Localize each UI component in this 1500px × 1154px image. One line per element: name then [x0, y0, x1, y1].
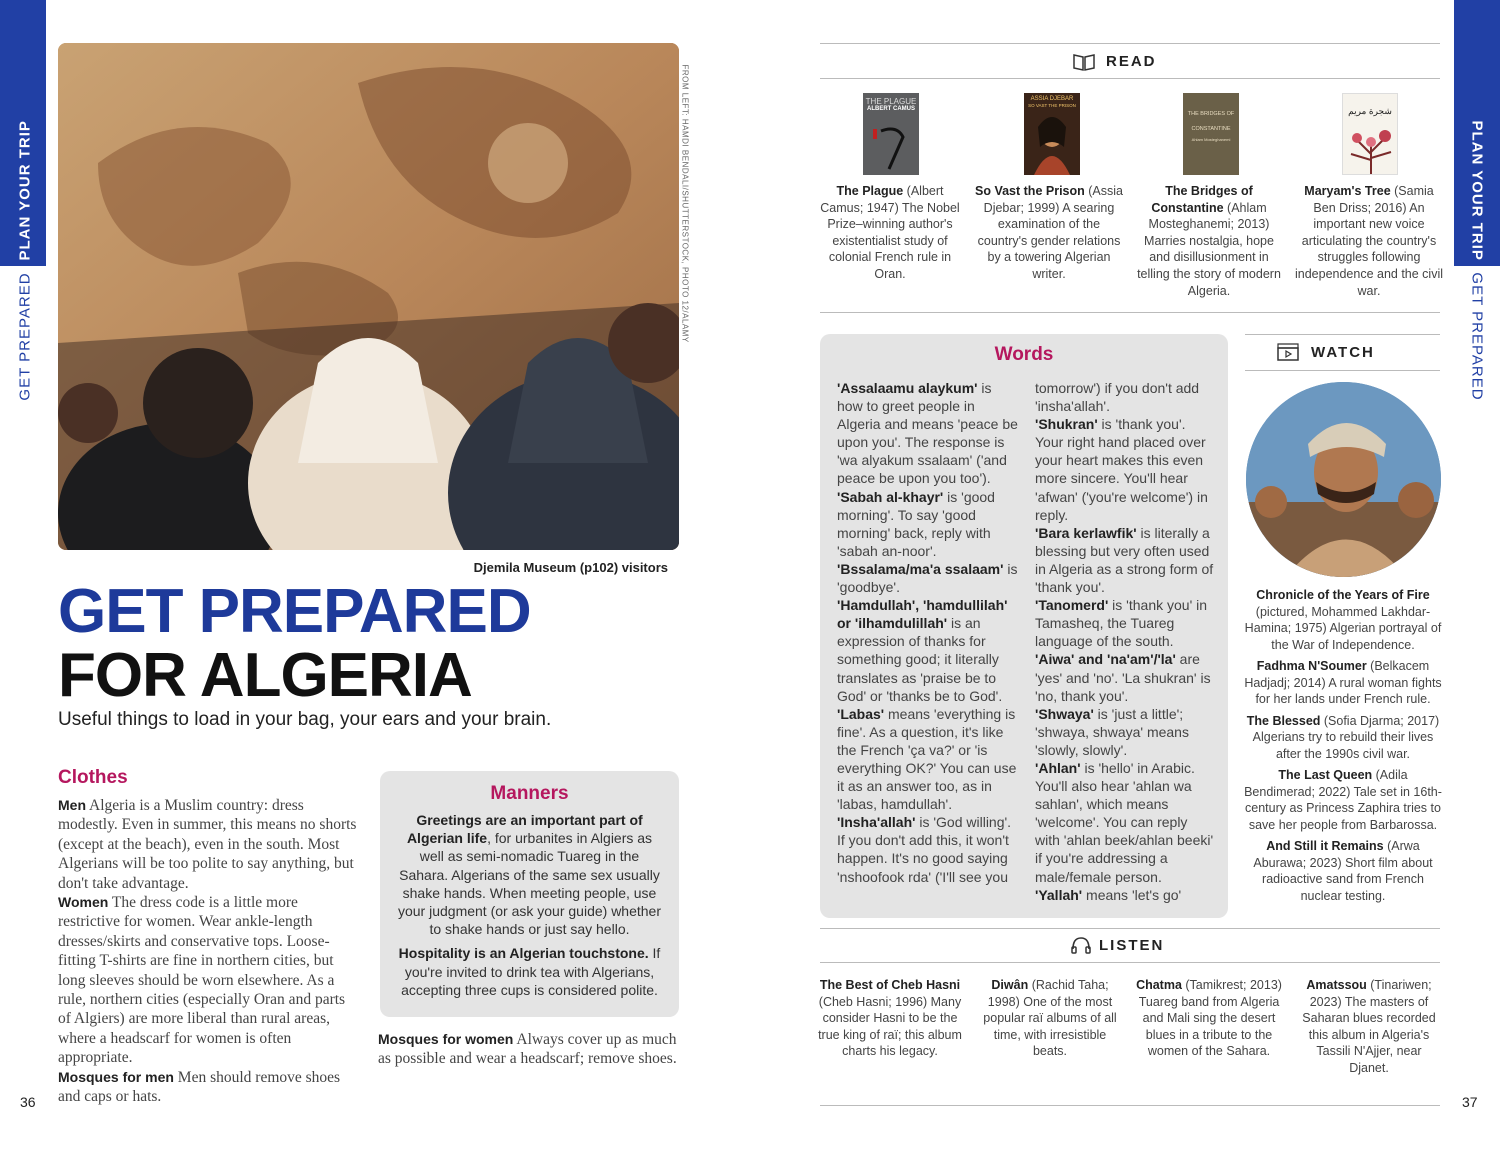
clothes-body — [58, 796, 358, 1107]
divider — [820, 1105, 1440, 1106]
film-desc: (Sofia Djarma; 2017) Algerians try to rebuild their lives after the 1990s civil war. — [1252, 713, 1440, 761]
cover-text-sovast-2: SO VAST THE PRISON — [1028, 103, 1076, 108]
phrase-meaning: are 'yes' and 'no'. 'La shukran' is 'no, thank you'. — [1035, 651, 1211, 704]
cover-text-plague-1: THE PLAGUE — [865, 97, 917, 106]
manners-p1-text: , for urbanites in Algiers as well as semi-nomadic Tuareg in the Sahara. Algerians of the same sex usually shake hands. When meeting people, use your judgment (or ask your guide) whether to shake hands or just say hello. — [397, 830, 662, 938]
film-desc: (pictured, Mohammed Lakhdar-Hamina; 1975) Algerian portrayal of the War of Independence. — [1244, 604, 1442, 652]
watch-list — [1243, 587, 1443, 909]
film-desc: (Adila Bendimerad; 2022) Tale set in 16th-century as Princess Zaphira tries to save her people from Barbarossa. — [1244, 768, 1442, 832]
album-desc: (Tamikrest; 2013) Tuareg band from Algeria and Mali sing the desert blues in a tribute to the women of the Sahara. — [1138, 978, 1282, 1059]
phrase-term: 'Shukran' — [1035, 416, 1098, 433]
film-title: And Still it Remains — [1266, 839, 1384, 853]
manners-p2-text: If you're invited to drink tea with Algerians, accepting three cups is considered polite. — [401, 945, 661, 998]
album-title: Amatssou — [1306, 978, 1367, 992]
cover-text-bridges-1: THE BRIDGES OF CONSTANTINE — [1187, 111, 1235, 132]
watch-item — [1243, 658, 1443, 708]
words-heading: Words — [994, 344, 1054, 365]
subtitle: Useful things to load in your bag, your ears and your brain. — [58, 709, 552, 730]
book-entry-bridges — [1134, 183, 1284, 299]
divider — [820, 962, 1440, 963]
album-title: Diwân — [991, 978, 1029, 992]
book-title: So Vast the Prison — [975, 184, 1085, 198]
divider — [820, 78, 1440, 79]
book-entry-maryam — [1294, 183, 1444, 299]
phrase-term: 'Yallah' — [1035, 886, 1083, 903]
film-title: The Blessed — [1246, 713, 1321, 728]
title-line-2: FOR ALGERIA — [58, 641, 472, 710]
manners-heading: Manners — [490, 783, 569, 804]
book-desc: (Albert Camus; 1947) The Nobel Prize–winning author's existentialist study of colonial French rule in Oran. — [820, 184, 960, 281]
mosques-women — [378, 1030, 678, 1069]
book-icon — [1072, 52, 1096, 77]
book-desc: (Samia Ben Driss; 2016) An important new voice articulating the country's struggles following independence and the civil war. — [1294, 184, 1444, 298]
album-desc: (Tinariwen; 2023) The masters of Saharan blues recorded this album in Algeria's Tassili N'Ajjer, near Djanet. — [1302, 978, 1436, 1075]
album-desc: (Cheb Hasni; 1996) Many consider Hasni to be the true king of raï; this album charts his legacy. — [818, 994, 962, 1059]
book-cover-maryam — [1342, 93, 1398, 175]
book-title: The Plague — [836, 184, 904, 198]
words-column-2 — [1035, 379, 1215, 904]
title-line-1: GET PREPARED — [58, 577, 531, 646]
book-title: The Bridges of Constantine — [1151, 184, 1253, 215]
mosques-men-label: Mosques for men — [58, 1068, 174, 1085]
cover-art-sovast — [1024, 107, 1080, 175]
divider — [820, 928, 1440, 929]
listen-label: LISTEN — [1099, 937, 1165, 954]
photo-credit: FROM LEFT: HAMDI BENDALI/SHUTTERSTOCK, PHOTO 12/ALAMY — [680, 64, 690, 343]
mosques-women-label: Mosques for women — [378, 1031, 514, 1047]
phrase-meaning: is an expression of thanks for something good; it literally translates as 'praise be to God' or 'thanks be to God'. — [837, 615, 1003, 704]
mosques-men-text: Men should remove shoes and caps or hats. — [58, 1068, 341, 1106]
book-entry-plague — [815, 183, 965, 283]
side-tab-label-get-prepared-right: GET PREPARED — [1468, 272, 1486, 401]
phrase-meaning: means 'everything is fine'. As a question, it's like the French 'ça va?' or 'is everything OK?' You can use it as an answer too, as in 'labas, hamdullah'. — [837, 705, 1017, 813]
film-desc: (Belkacem Hadjadj; 2014) A rural woman fights for her lands under French rule. — [1244, 659, 1442, 706]
watch-label: WATCH — [1311, 344, 1375, 361]
cover-text-bridges-2: Ahlam Mosteghanemi — [1191, 137, 1231, 142]
clothes-heading: Clothes — [58, 767, 128, 788]
listen-item — [976, 977, 1124, 1060]
side-tab-label-plan-right: PLAN YOUR TRIP — [1468, 120, 1486, 261]
phrase-term: 'Bssalama/ma'a ssalaam' — [837, 560, 1004, 577]
phrase-term: 'Aiwa' and 'na'am'/'la' — [1035, 651, 1176, 668]
women-text: The dress code is a little more restrictive for women. Wear ankle-length dresses/skirts and conservative tops. Loose-fitting T-shirts are fine in northern cities, but long sleeves should be worn elsewhere. As a rule, northern cities (especially Oran and parts of Algiers) are more liberal than rural areas, where a headscarf for women is often appropriate. — [58, 894, 346, 1067]
divider — [1245, 370, 1440, 371]
phrase-term: 'Insha'allah' — [837, 814, 916, 831]
listen-item — [816, 977, 964, 1060]
book-cover-bridges — [1183, 93, 1239, 175]
film-desc: (Arwa Aburawa; 2023) Short film about radioactive sand from French nuclear testing. — [1253, 839, 1433, 903]
phrase-meaning: is how to greet people in Algeria and means 'peace be upon you'. The response is 'wa alyakum ssalaam' ('and peace be upon you too'). — [837, 380, 1018, 487]
words-column-1 — [837, 379, 1019, 886]
film-icon — [1276, 342, 1300, 367]
film-still-illustration — [1246, 382, 1441, 577]
phrase-term: 'Ahlan' — [1035, 759, 1081, 776]
phrase-term: 'Sabah al-khayr' — [837, 488, 944, 505]
book-desc: (Assia Djebar; 1999) A searing examination of the country's gender relations by a towering Algerian writer. — [977, 184, 1123, 281]
book-title: Maryam's Tree — [1304, 184, 1391, 198]
museum-photo — [58, 43, 679, 550]
manners-box — [380, 771, 679, 1017]
men-text: Algeria is a Muslim country: dress modestly. Even in summer, this means no shorts (except at the beach), even in the south. Most Algerians will be too polite to say anything, but don't take advantage. — [58, 797, 357, 892]
phrase-meaning: is 'God willing'. If you don't add this, it won't happen. It's no good saying 'nshoofook rda' ('I'll see you — [837, 814, 1012, 885]
album-title: Chatma — [1136, 978, 1182, 992]
mosques-women-text: Always cover up as much as possible and wear a headscarf; remove shoes. — [378, 1031, 677, 1068]
cover-art-plague — [863, 121, 919, 171]
phrase-meaning: means 'let's go' — [1082, 886, 1182, 903]
film-title: Fadhma N'Soumer — [1256, 659, 1367, 673]
listen-item — [1135, 977, 1283, 1060]
men-label: Men — [58, 797, 86, 813]
watch-item — [1243, 713, 1443, 763]
cover-text-plague-2: ALBERT CAMUS — [867, 106, 915, 112]
manners-body — [380, 805, 679, 999]
women-label: Women — [58, 894, 109, 911]
listen-item — [1295, 977, 1443, 1077]
side-tab-label-plan: PLAN YOUR TRIP — [16, 120, 34, 261]
mosaic-illustration — [58, 43, 679, 550]
manners-p1-bold: Greetings are an important part of Algerian life — [406, 812, 643, 847]
phrase-meaning: is 'hello' in Arabic. You'll also hear 'ahlan wa sahlan', which means 'welcome'. You can reply with 'ahlan beek/ahlan beeki' if you're addressing a male/female person. — [1035, 759, 1214, 885]
phrase-term: 'Shwaya' — [1035, 705, 1094, 722]
phrase-meaning: is 'thank you'. Your right hand placed over your heart makes this even more sincere. You'll hear 'afwan' ('you're welcome') in reply. — [1035, 416, 1208, 523]
phrase-term: 'Hamdullah', 'hamdullilah' or 'ilhamdulillah' — [837, 597, 1008, 632]
phrase-term: 'Bara kerlawfik' — [1035, 524, 1137, 541]
phrase-meaning: is 'just a little'; 'shwaya, shwaya' means 'slowly, slowly'. — [1035, 705, 1189, 758]
film-title: Chronicle of the Years of Fire — [1256, 588, 1430, 602]
watch-item — [1243, 767, 1443, 833]
headphones-icon — [1070, 935, 1092, 960]
divider — [820, 43, 1440, 44]
manners-p2-bold: Hospitality is an Algerian touchstone. — [398, 945, 649, 962]
film-title: The Last Queen — [1278, 768, 1373, 782]
book-entry-so-vast — [974, 183, 1124, 283]
cover-text-sovast-1: ASSIA DJEBAR — [1030, 96, 1074, 102]
phrase-meaning: is 'good morning'. To say 'good morning' back, reply with 'sabah an-noor'. — [837, 488, 995, 559]
album-desc: (Rachid Taha; 1998) One of the most popular raï albums of all time, with irresistible beats. — [983, 978, 1117, 1059]
book-desc: (Ahlam Mosteghanemi; 2013) Marries nostalgia, hope and disillusionment in telling the story of modern Algeria. — [1137, 200, 1281, 298]
phrase-meaning: is 'goodbye'. — [837, 560, 1018, 596]
divider — [820, 312, 1440, 313]
side-tab-label-get-prepared: GET PREPARED — [16, 272, 34, 401]
phrase-term: 'Labas' — [837, 705, 885, 722]
phrase-meaning: tomorrow') if you don't add 'insha'allah'. — [1035, 380, 1200, 415]
phrase-meaning: is 'thank you' in Tamasheq, the Tuareg language of the south. — [1035, 597, 1208, 650]
photo-caption: Djemila Museum (p102) visitors — [473, 560, 668, 575]
phrase-term: 'Assalaamu alaykum' — [837, 380, 978, 396]
page-number-right: 37 — [1462, 1094, 1478, 1110]
cover-art-maryam — [1343, 124, 1399, 174]
watch-item — [1243, 587, 1443, 653]
film-still-circle — [1246, 382, 1441, 577]
album-title: The Best of Cheb Hasni — [819, 978, 961, 992]
watch-item — [1243, 838, 1443, 904]
book-cover-so-vast — [1024, 93, 1080, 175]
phrase-meaning: is literally a blessing but very often used in Algeria as a strong form of 'thank you'. — [1035, 524, 1214, 596]
book-cover-plague — [863, 93, 919, 175]
page-number-left: 36 — [20, 1094, 36, 1110]
cover-text-maryam: شجرة مريم — [1348, 106, 1392, 116]
phrase-term: 'Tanomerd' — [1035, 597, 1109, 614]
read-label: READ — [1106, 53, 1157, 70]
divider — [1245, 334, 1440, 335]
